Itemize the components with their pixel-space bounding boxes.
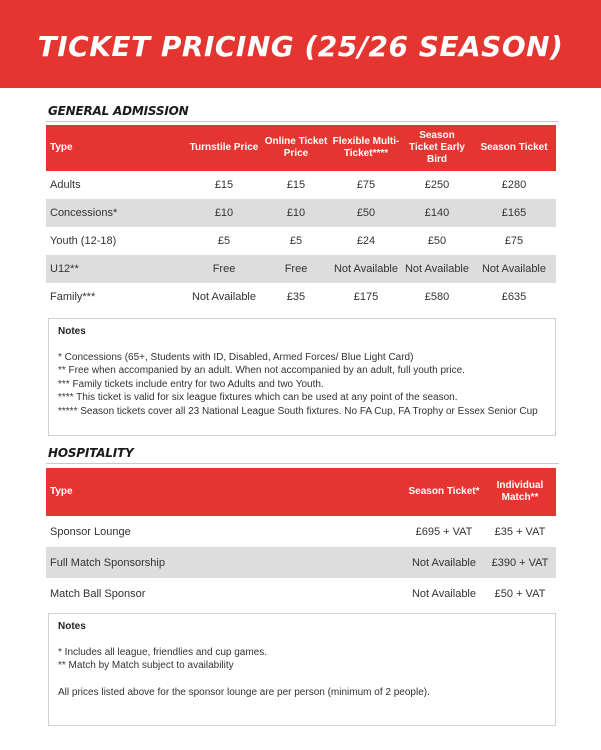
table-cell: £15 bbox=[286, 179, 306, 191]
table-row bbox=[46, 547, 556, 578]
table-row bbox=[46, 516, 556, 547]
table-cell: Not Available bbox=[330, 255, 402, 283]
general-admission-notes bbox=[48, 318, 556, 436]
table-cell: Match Ball Sponsor bbox=[50, 587, 146, 600]
table-cell: Full Match Sponsorship bbox=[46, 547, 404, 578]
hospitality-table bbox=[46, 468, 556, 609]
hospitality-title: HOSPITALITY bbox=[48, 446, 134, 460]
column-header-season-ticket: Season Ticket bbox=[472, 125, 556, 171]
table-cell: Not Available bbox=[404, 547, 484, 578]
table-cell: Family*** bbox=[50, 291, 96, 303]
note-line: *** Family tickets include entry for two Adults and two Youth. bbox=[58, 378, 324, 390]
table-cell: £75 bbox=[504, 235, 524, 247]
table-cell: £35 bbox=[286, 291, 306, 303]
note-line: * Includes all league, friendlies and cup games. bbox=[58, 646, 268, 658]
table-cell: Concessions* bbox=[46, 199, 186, 227]
table-cell: £580 bbox=[424, 291, 450, 303]
note-line: All prices listed above for the sponsor lounge are per person (minimum of 2 people). bbox=[58, 686, 430, 698]
table-cell: £250 bbox=[424, 179, 450, 191]
table-cell: Not Available bbox=[191, 291, 256, 303]
table-cell: £280 bbox=[501, 179, 527, 191]
page-header bbox=[0, 0, 601, 88]
column-header-individual-match: Individual Match** bbox=[484, 468, 556, 516]
table-cell: Not Available bbox=[402, 255, 472, 283]
table-row bbox=[46, 283, 556, 311]
table-cell: Sponsor Lounge bbox=[50, 525, 131, 538]
table-cell: £390 + VAT bbox=[484, 547, 556, 578]
column-header-season-ticket-early-bird: Season Ticket Early Bird bbox=[402, 125, 472, 171]
hospitality-divider bbox=[46, 463, 559, 464]
table-cell: £10 bbox=[262, 199, 330, 227]
column-header-turnstile-price: Turnstile Price bbox=[186, 125, 262, 171]
table-header-row bbox=[46, 125, 556, 171]
hospitality-notes bbox=[48, 613, 556, 726]
notes-title: Notes bbox=[58, 326, 86, 337]
table-cell: Not Available bbox=[472, 255, 556, 283]
general-admission-divider bbox=[46, 121, 559, 122]
table-cell: £50 + VAT bbox=[494, 587, 546, 600]
table-cell: Adults bbox=[50, 179, 81, 191]
note-line: * Concessions (65+, Students with ID, Disabled, Armed Forces/ Blue Light Card) bbox=[58, 351, 414, 363]
table-row bbox=[46, 171, 556, 199]
table-cell: Free bbox=[186, 255, 262, 283]
table-row bbox=[46, 199, 556, 227]
table-row bbox=[46, 227, 556, 255]
table-header-row bbox=[46, 468, 556, 516]
table-cell: £140 bbox=[402, 199, 472, 227]
table-cell: £5 bbox=[289, 235, 303, 247]
table-cell: £50 bbox=[330, 199, 402, 227]
table-cell: £635 bbox=[501, 291, 527, 303]
column-header-online-ticket-price: Online Ticket Price bbox=[262, 125, 330, 171]
table-row bbox=[46, 578, 556, 609]
table-cell: £15 bbox=[214, 179, 234, 191]
table-cell: U12** bbox=[46, 255, 186, 283]
table-cell: Free bbox=[262, 255, 330, 283]
note-line: ** Free when accompanied by an adult. When not accompanied by an adult, full youth price. bbox=[58, 365, 465, 376]
table-cell: Not Available bbox=[411, 587, 476, 600]
table-cell: £10 bbox=[186, 199, 262, 227]
table-cell: Youth (12-18) bbox=[50, 235, 117, 247]
column-header-season-ticket: Season Ticket* bbox=[404, 468, 484, 516]
table-cell: £75 bbox=[356, 179, 376, 191]
general-admission-title: GENERAL ADMISSION bbox=[48, 104, 189, 118]
column-header-flexible-multi-ticket: Flexible Multi-Ticket**** bbox=[330, 125, 402, 171]
page-title: TICKET PRICING (25/26 SEASON) bbox=[37, 29, 564, 63]
note-line: ***** Season tickets cover all 23 National League South fixtures. No FA Cup, FA Trophy or Essex Senior Cup bbox=[58, 405, 538, 417]
table-cell: £175 bbox=[353, 291, 379, 303]
note-line: **** This ticket is valid for six league fixtures which can be used at any point of the season. bbox=[58, 392, 458, 403]
table-cell: £24 bbox=[356, 235, 376, 247]
general-admission-table bbox=[46, 125, 556, 311]
table-cell: £50 bbox=[427, 235, 447, 247]
table-cell: £35 + VAT bbox=[494, 525, 546, 538]
table-cell: £165 bbox=[472, 199, 556, 227]
column-header-type: Type bbox=[46, 468, 404, 516]
table-cell: £5 bbox=[217, 235, 231, 247]
notes-title: Notes bbox=[58, 621, 86, 632]
table-row bbox=[46, 255, 556, 283]
note-line: ** Match by Match subject to availability bbox=[58, 660, 234, 671]
column-header-type: Type bbox=[46, 125, 186, 171]
table-cell: £695 + VAT bbox=[415, 525, 473, 538]
